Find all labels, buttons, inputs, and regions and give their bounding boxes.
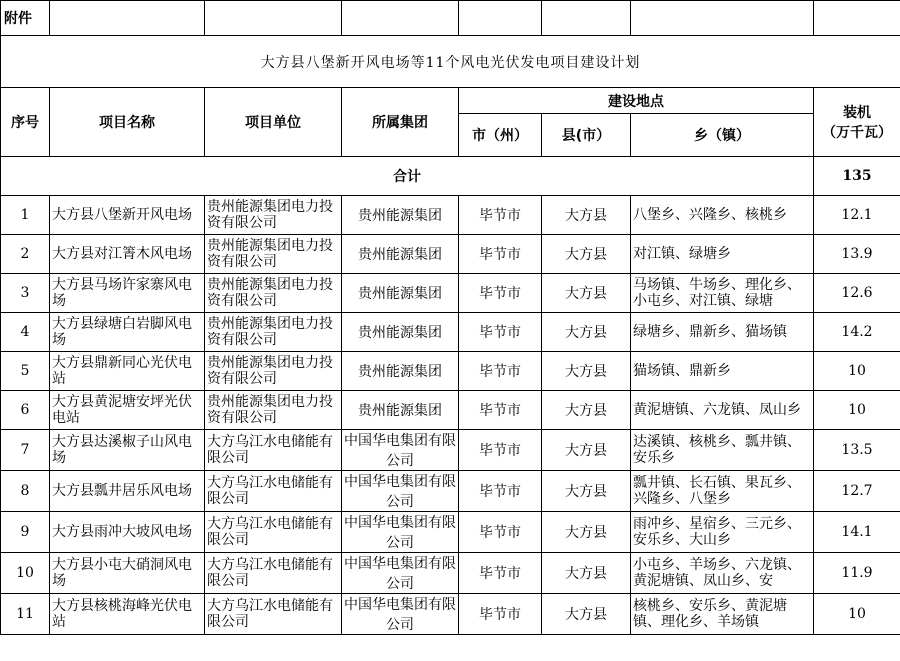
row-group: 贵州能源集团: [342, 352, 459, 391]
row-towns: 小屯乡、羊场乡、六龙镇、黄泥塘镇、凤山乡、安: [631, 553, 814, 594]
row-capacity: 13.5: [814, 430, 900, 471]
row-capacity: 10: [814, 352, 900, 391]
table-row: [1, 391, 900, 430]
table-row: [1, 553, 900, 594]
table-row: [1, 196, 900, 235]
row-group: 贵州能源集团: [342, 274, 459, 313]
total-label: 合计: [1, 157, 814, 196]
row-county: 大方县: [542, 430, 631, 471]
table-row: [1, 313, 900, 352]
row-project-unit: 贵州能源集团电力投资有限公司: [205, 196, 342, 235]
row-seq: 2: [1, 235, 50, 274]
empty-cell: [50, 1, 205, 36]
table-row: [1, 274, 900, 313]
row-seq: 11: [1, 594, 50, 635]
total-row: [1, 157, 900, 196]
row-towns: 瓢井镇、长石镇、果瓦乡、兴隆乡、八堡乡: [631, 471, 814, 512]
attachment-label: 附件: [1, 1, 50, 36]
row-project-name: 大方县马场许家寨风电场: [50, 274, 205, 313]
row-project-unit: 贵州能源集团电力投资有限公司: [205, 391, 342, 430]
row-project-name: 大方县小屯大硝洞风电场: [50, 553, 205, 594]
empty-cell: [542, 1, 631, 36]
row-towns: 猫场镇、鼎新乡: [631, 352, 814, 391]
table-row: [1, 512, 900, 553]
row-seq: 6: [1, 391, 50, 430]
row-group: 贵州能源集团: [342, 391, 459, 430]
empty-cell: [205, 1, 342, 36]
row-capacity: 13.9: [814, 235, 900, 274]
row-capacity: 11.9: [814, 553, 900, 594]
row-county: 大方县: [542, 512, 631, 553]
row-project-name: 大方县达溪椒子山风电场: [50, 430, 205, 471]
row-capacity: 14.2: [814, 313, 900, 352]
row-city: 毕节市: [459, 313, 542, 352]
header-capacity: [814, 88, 900, 157]
row-project-name: 大方县瓢井居乐风电场: [50, 471, 205, 512]
row-county: 大方县: [542, 235, 631, 274]
row-project-name: 大方县黄泥塘安坪光伏电站: [50, 391, 205, 430]
row-project-unit: 大方乌江水电储能有限公司: [205, 512, 342, 553]
row-project-name: 大方县八堡新开风电场: [50, 196, 205, 235]
row-city: 毕节市: [459, 512, 542, 553]
row-city: 毕节市: [459, 553, 542, 594]
title-row: [1, 36, 900, 88]
row-towns: 八堡乡、兴隆乡、核桃乡: [631, 196, 814, 235]
row-project-name: 大方县对江箐木风电场: [50, 235, 205, 274]
header-group: 所属集团: [342, 88, 459, 157]
row-group: 贵州能源集团: [342, 196, 459, 235]
row-project-unit: 贵州能源集团电力投资有限公司: [205, 274, 342, 313]
header-capacity-line1: 装机: [843, 105, 871, 121]
row-seq: 8: [1, 471, 50, 512]
row-capacity: 12.6: [814, 274, 900, 313]
row-county: 大方县: [542, 553, 631, 594]
header-capacity-line2: （万千瓦）: [822, 125, 892, 141]
header-project-name: 项目名称: [50, 88, 205, 157]
row-group: 贵州能源集团: [342, 235, 459, 274]
row-county: 大方县: [542, 352, 631, 391]
total-value: 135: [814, 157, 900, 196]
row-project-name: 大方县雨冲大坡风电场: [50, 512, 205, 553]
row-towns: 马场镇、牛场乡、理化乡、小屯乡、对江镇、绿塘: [631, 274, 814, 313]
table-row: [1, 471, 900, 512]
row-project-unit: 贵州能源集团电力投资有限公司: [205, 235, 342, 274]
row-towns: 核桃乡、安乐乡、黄泥塘镇、理化乡、羊场镇: [631, 594, 814, 635]
empty-cell: [631, 1, 814, 36]
row-capacity: 12.1: [814, 196, 900, 235]
page-title: 大方县八堡新开风电场等11个风电光伏发电项目建设计划: [1, 36, 900, 88]
row-county: 大方县: [542, 274, 631, 313]
row-seq: 7: [1, 430, 50, 471]
row-project-unit: 大方乌江水电储能有限公司: [205, 430, 342, 471]
header-project-unit: 项目单位: [205, 88, 342, 157]
row-seq: 9: [1, 512, 50, 553]
row-towns: 达溪镇、核桃乡、瓢井镇、安乐乡: [631, 430, 814, 471]
header-city: 市（州）: [459, 114, 542, 157]
empty-cell: [814, 1, 900, 36]
empty-cell: [342, 1, 459, 36]
row-towns: 对江镇、绿塘乡: [631, 235, 814, 274]
row-towns: 绿塘乡、鼎新乡、猫场镇: [631, 313, 814, 352]
header-location: 建设地点: [459, 88, 814, 114]
row-city: 毕节市: [459, 274, 542, 313]
row-project-unit: 大方乌江水电储能有限公司: [205, 594, 342, 635]
row-group: 中国华电集团有限公司: [342, 471, 459, 512]
row-project-unit: 贵州能源集团电力投资有限公司: [205, 352, 342, 391]
row-capacity: 10: [814, 391, 900, 430]
row-group: 贵州能源集团: [342, 313, 459, 352]
row-city: 毕节市: [459, 471, 542, 512]
row-seq: 4: [1, 313, 50, 352]
row-capacity: 12.7: [814, 471, 900, 512]
row-capacity: 10: [814, 594, 900, 635]
row-city: 毕节市: [459, 594, 542, 635]
row-county: 大方县: [542, 471, 631, 512]
row-group: 中国华电集团有限公司: [342, 512, 459, 553]
row-project-unit: 贵州能源集团电力投资有限公司: [205, 313, 342, 352]
row-project-unit: 大方乌江水电储能有限公司: [205, 553, 342, 594]
row-county: 大方县: [542, 391, 631, 430]
row-city: 毕节市: [459, 391, 542, 430]
table-row: [1, 594, 900, 635]
table-row: [1, 430, 900, 471]
row-seq: 3: [1, 274, 50, 313]
row-project-name: 大方县核桃海峰光伏电站: [50, 594, 205, 635]
row-group: 中国华电集团有限公司: [342, 594, 459, 635]
row-project-name: 大方县鼎新同心光伏电站: [50, 352, 205, 391]
row-county: 大方县: [542, 594, 631, 635]
row-project-name: 大方县绿塘白岩脚风电场: [50, 313, 205, 352]
header-county: 县(市）: [542, 114, 631, 157]
row-towns: 黄泥塘镇、六龙镇、凤山乡: [631, 391, 814, 430]
row-seq: 10: [1, 553, 50, 594]
table-row: [1, 235, 900, 274]
header-seq: 序号: [1, 88, 50, 157]
row-city: 毕节市: [459, 352, 542, 391]
row-county: 大方县: [542, 196, 631, 235]
row-capacity: 14.1: [814, 512, 900, 553]
row-towns: 雨冲乡、星宿乡、三元乡、安乐乡、大山乡: [631, 512, 814, 553]
row-city: 毕节市: [459, 196, 542, 235]
row-group: 中国华电集团有限公司: [342, 553, 459, 594]
row-project-unit: 大方乌江水电储能有限公司: [205, 471, 342, 512]
row-group: 中国华电集团有限公司: [342, 430, 459, 471]
attachment-row: [1, 1, 900, 36]
row-seq: 1: [1, 196, 50, 235]
row-city: 毕节市: [459, 430, 542, 471]
header-town: 乡（镇）: [631, 114, 814, 157]
row-seq: 5: [1, 352, 50, 391]
row-city: 毕节市: [459, 235, 542, 274]
table-row: [1, 352, 900, 391]
empty-cell: [459, 1, 542, 36]
row-county: 大方县: [542, 313, 631, 352]
header-row-1: [1, 88, 900, 114]
